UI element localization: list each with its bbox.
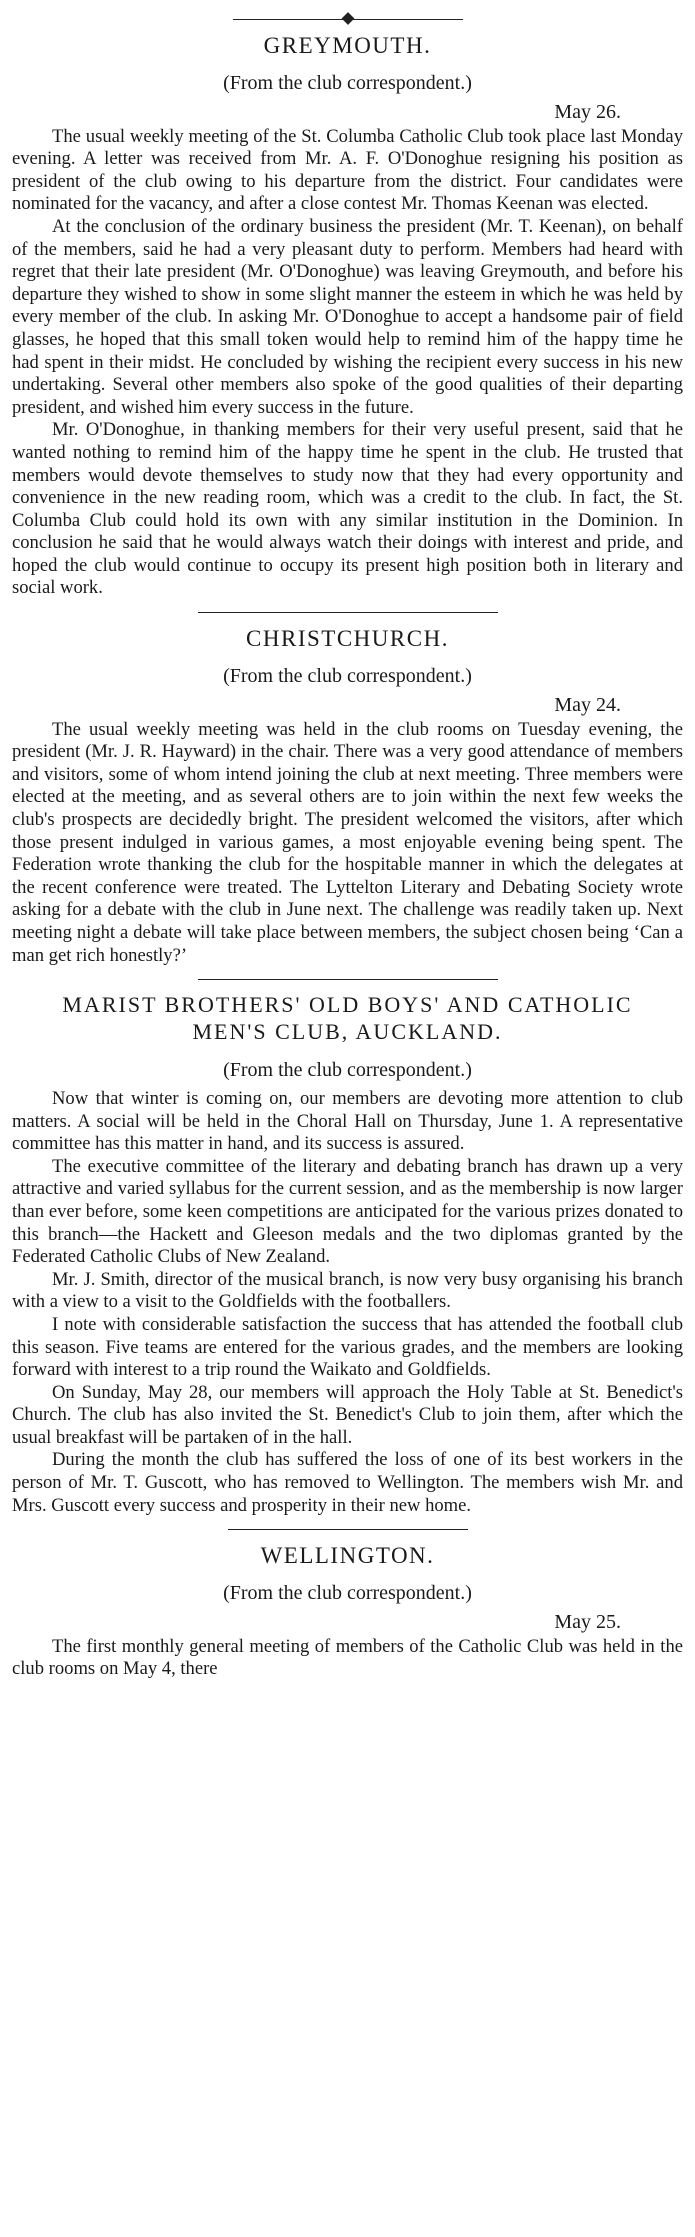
section-marist-brothers-auckland <box>12 992 683 1517</box>
section-byline: (From the club correspondent.) <box>223 71 472 94</box>
paragraph: On Sunday, May 28, our members will approach the Holy Table at St. Benedict's Church. The club has also invited the St. Benedict's Club to join them, after which the usual breakfast will be partaken of in the hall. <box>12 1381 683 1448</box>
paragraph: I note with considerable satisfaction the success that has attended the football club this season. Five teams are entered for the various grades, and the members are looking forward with interest to a trip round the Waikato and Goldfields. <box>12 1313 683 1381</box>
section-christchurch <box>12 625 683 967</box>
section-divider <box>198 979 498 980</box>
section-date: May 24. <box>554 693 621 716</box>
section-heading-line: MEN'S CLUB, AUCKLAND. <box>192 1018 503 1044</box>
section-heading: GREYMOUTH. <box>263 33 432 58</box>
section-heading-line: MARIST BROTHERS' OLD BOYS' AND CATHOLIC <box>62 992 633 1018</box>
section-date: May 25. <box>554 1610 621 1633</box>
top-ornament-divider <box>233 14 463 24</box>
paragraph: Mr. J. Smith, director of the musical branch, is now very busy organising his branch with a view to a visit to the Goldfields with the footballers. <box>12 1268 683 1313</box>
section-date: May 26. <box>554 100 621 123</box>
paragraph: During the month the club has suffered the loss of one of its best workers in the person of Mr. T. Guscott, who has removed to Wellington. The members wish Mr. and Mrs. Guscott every success and prosperity in their new home. <box>12 1449 683 1516</box>
paragraph: Mr. O'Donoghue, in thanking members for their very useful present, said that he wanted nothing to remind him of the happy time he spent in the club. He trusted that members would devote themselves to study now that they had every opportunity and convenience in the new reading room, which was a credit to the club. In fact, the St. Columba Club could hold its own with any similar institution in the Dominion. In conclusion he said that he would always watch their doings with interest and pride, and hoped the club would continue to occupy its present high position both in literary and social work. <box>12 419 683 599</box>
paragraph: At the conclusion of the ordinary business the president (Mr. T. Keenan), on behalf of the members, said he had a very pleasant duty to perform. Members had heard with regret that their late president (Mr. O'Donoghue) was leaving Greymouth, and before his departure they wished to show in some slight manner the esteem in which he was held by every member of the club. In asking Mr. O'Donoghue to accept a handsome pair of field glasses, he hoped that this small token would help to remind him of the happy time he had spent in their midst. He concluded by wishing the recipient every success in his new undertaking. Several other members also spoke of the good qualities of their departing president, and wished him every success in the future. <box>12 215 683 418</box>
section-divider <box>228 1529 468 1530</box>
section-byline: (From the club correspondent.) <box>223 664 472 687</box>
paragraph: The first monthly general meeting of members of the Catholic Club was held in the club rooms on May 4, there <box>12 1635 683 1680</box>
section-divider <box>198 612 498 613</box>
section-byline: (From the club correspondent.) <box>223 1581 472 1604</box>
section-wellington <box>12 1542 683 1681</box>
section-heading: CHRISTCHURCH. <box>246 626 449 652</box>
paragraph: The usual weekly meeting was held in the club rooms on Tuesday evening, the president (Mr. J. R. Hayward) in the chair. There was a very good attendance of members and visitors, some of whom intend joining the club at next meeting. Three members were elected at the meeting, and as several others are to join within the next few weeks the club's prospects are decidedly bright. The president welcomed the visitors, after which those present indulged in various games, a most enjoyable evening being spent. The Federation wrote thanking the club for the hospitable manner in which the delegates at the recent conference were treated. The Lyttelton Literary and Debating Society wrote asking for a debate with the club in June next. The challenge was readily taken up. Next meeting night a debate will take place between members, the subject chosen being ‘Can a man get rich honestly?’ <box>12 718 683 966</box>
section-heading <box>12 992 683 1045</box>
section-greymouth <box>12 32 683 600</box>
section-heading: WELLINGTON. <box>260 1543 435 1569</box>
section-byline: (From the club correspondent.) <box>223 1058 472 1081</box>
diamond-ornament-icon <box>341 12 354 25</box>
paragraph: Now that winter is coming on, our members are devoting more attention to club matters. A social will be held in the Choral Hall on Thursday, June 1. A representative committee has this matter in hand, and its success is assured. <box>12 1087 683 1155</box>
paragraph: The executive committee of the literary and debating branch has drawn up a very attractive and varied syllabus for the current session, and as the membership is now larger than ever before, some keen competitions are anticipated for the various prizes donated to this branch—the Hackett and Gleeson medals and the two diplomas granted by the Federated Catholic Clubs of New Zealand. <box>12 1155 683 1268</box>
paragraph: The usual weekly meeting of the St. Columba Catholic Club took place last Monday evening. A letter was received from Mr. A. F. O'Donoghue resigning his position as president of the club owing to his departure from the district. Four candidates were nominated for the vacancy, and after a close contest Mr. Thomas Keenan was elected. <box>12 125 683 215</box>
